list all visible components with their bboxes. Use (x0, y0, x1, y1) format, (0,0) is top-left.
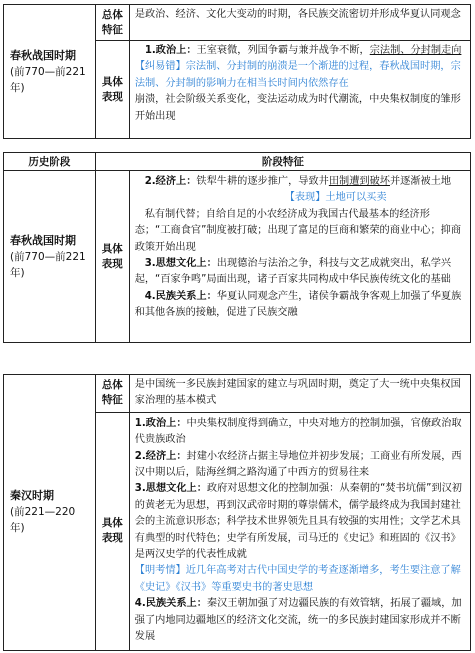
concrete-text (129, 41, 470, 139)
ethnic-text: 华夏认同观念产生，诸侯争霸战争客观上加强了华夏族和其他各族的接触，促进了民族交融 (134, 290, 462, 319)
culture-text: 出现德治与法治之争，科技与文艺成就突出，私学兴起，“百家争鸣”局面出现，诸子百家共同构成中华民族传统文化的基础 (134, 258, 452, 286)
era-range: (前770—前221年) (10, 65, 86, 94)
qh-culture-text: 政府对思想文化的控制加强：从秦朝的“焚书坑儒”到汉初的黄老无为思想，再到汉武帝时期的尊崇儒术，儒学最终成为我国封建社会的主流意识形态；科学技术世界领先且具有较强的实用性；文学艺术具有典型的时代特色；史学有所发展，司马迁的《史记》和班固的《汉书》是两汉史学的代表性成就 (134, 483, 462, 561)
col-feature-header: 阶段特征 (95, 153, 470, 171)
concrete-label-3-text: 具体表现 (101, 517, 123, 545)
note-correct-error: 【纠易错】宗法制、分封制的崩溃是一个渐进的过程，春秋战国时期，宗法制、分封制的影响力在相当长时间内依然存在 (134, 61, 461, 89)
politics-tail: 崩溃，社会阶级关系变化，变法运动成为时代潮流，中央集权制度的雏形开始出现 (134, 94, 461, 122)
concrete-text-2 (129, 171, 470, 343)
ethnic-head: 4.民族关系上： (144, 290, 217, 302)
note-exam-info: 【明考情】近几年高考对古代中国史学的考查逐渐增多，考生要注意了解《史记》《汉书》等重要史书的著史思想 (134, 565, 461, 593)
table-qin-han (3, 374, 471, 651)
concrete-label-2-text: 具体表现 (101, 242, 123, 270)
economy-tail: 私有制代替；自给自足的小农经济成为我国古代最基本的经济形态；“工商食官”制度被打破；出现了富足的巨商和繁荣的商业中心；抑商政策开始出现 (134, 208, 462, 253)
culture-head: 3.思想文化上： (144, 258, 217, 270)
politics-text-b: 宗法制、分封制走向 (369, 45, 462, 56)
overall-label (95, 5, 129, 41)
overall-label-3-text: 总体特征 (101, 379, 123, 407)
era-name-3: 秦汉时期 (10, 489, 54, 503)
concrete-label-3 (95, 412, 129, 650)
economy-text-b: 田制遭到破坏 (328, 176, 390, 187)
concrete-text-3 (129, 412, 470, 650)
era-range-2: (前770—前221年) (10, 250, 86, 279)
era-cell-3 (4, 375, 96, 651)
qh-culture-head: 3.思想文化上： (134, 483, 207, 495)
qh-politics-head: 1.政治上： (134, 417, 187, 429)
era-name: 春秋战国时期 (10, 48, 76, 62)
qh-economy-head: 2.经济上： (134, 450, 187, 462)
overall-text-3: 是中国统一多民族封建国家的建立与巩固时期，奠定了大一统中央集权国家治理的基本模式 (129, 375, 470, 413)
col-stage-header: 历史阶段 (4, 153, 96, 171)
era-range-3: (前221—220年) (10, 506, 76, 535)
era-cell (4, 5, 96, 139)
qh-ethnic-text: 秦汉王朝加强了对边疆民族的有效管辖，拓展了疆域，加强了内地同边疆地区的经济文化交流，统一的多民族封建国家形成并不断发展 (134, 598, 462, 643)
table-spring-autumn-1 (3, 4, 471, 139)
overall-label-text: 总体特征 (101, 8, 123, 36)
note-performance: 【表现】土地可以买卖 (284, 192, 387, 204)
overall-label-3 (95, 375, 129, 413)
qh-ethnic-head: 4.民族关系上： (134, 598, 207, 610)
qh-politics-text: 中央集权制度得到确立，中央对地方的控制加强，官僚政治取代贵族政治 (134, 417, 462, 446)
economy-head: 2.经济上： (144, 176, 197, 187)
politics-text-a: 王室衰微，列国争霸与兼并战争不断， (196, 45, 370, 56)
concrete-label-text: 具体表现 (101, 75, 123, 103)
overall-text: 是政治、经济、文化大变动的时期，各民族交流密切并形成华夏认同观念 (129, 5, 470, 41)
table-spring-autumn-2 (3, 152, 471, 343)
economy-text-c: 并逐渐被土地 (389, 176, 452, 187)
qh-economy-text: 封建小农经济占据主导地位并初步发展；工商业有所发展，西汉中期以后，陆海丝绸之路沟通了中西方的贸易往来 (134, 450, 462, 479)
concrete-label (95, 41, 129, 139)
era-cell-2 (4, 171, 96, 343)
economy-text-a: 铁犁牛耕的逐步推广，导致井 (196, 176, 329, 187)
concrete-label-2 (95, 171, 129, 343)
politics-head: 1.政治上： (144, 45, 197, 56)
era-name-2: 春秋战国时期 (10, 233, 76, 247)
